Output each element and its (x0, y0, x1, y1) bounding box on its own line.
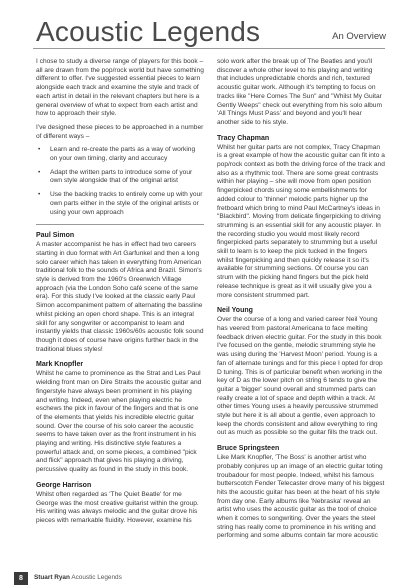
section-body-paul-simon: A master accompanist he has in effect had two careers starting in duo format with Art Garfunkel and then a long solo career which has taken in everything from American traditional folk to the sounds of Africa and Brazil. Simon's style is derived from the 1960's Greenwich Village approach (via the London Soho café scene of the same era). For this study I've looked at the classic early Paul Simon accompaniment pattern of alternating the bassline whilst picking an open chord shape. This is an integral skill for any songwriter or accompanist to learn and instantly yields that classic 1960s/60s acoustic folk sound though it does of course have origins further back in the traditional blues styles! (36, 241, 204, 353)
footer-credit (34, 574, 122, 581)
header-rule (33, 48, 385, 49)
section-body-tracy-chapman: Whilst her guitar parts are not complex, Tracy Chapman is a great example of how the acoustic guitar can fit into a pop/rock context as both the driving force of the track and also as a rhythmic tool. There are some great contrasts within her playing – she will move from open position fingerpicked chords using some embellishments for added colour to 'thinner' melodic parts higher up the fretboard which bring to mind Paul McCartney's ideas in "Blackbird". Moving from delicate fingerpicking to driving strumming is an essential skill for any acoustic player. In the recording studio you would most likely record fingerpicked parts separately to strumming but a useful skill to learn is to keep the pick tucked in the fingers whilst fingerpicking and then quickly release it so it's available for strumming sections. Of course you can strum with the picking hand fingers but the pick held release technique is great as it will usually give you a more consistent strummed part. (217, 143, 385, 299)
list-item: • Adapt the written parts to introduce some of your own style alongside that of the original artist (38, 168, 193, 185)
section-body-mark-knopfler: Whilst he came to prominence as the Strat and Les Paul wielding front man on Dire Straits the acoustic guitar and fingerstyle have always been prominent in his playing and writing. Indeed, even when playing electric he eschews the pick in favour of the fingers and that is one of the elements that yields his incredible electric guitar sound. Over the course of his solo career the acoustic seems to have taken over as the front instrument in his playing and writing. His distinctive style features a powerful attack and, on some pieces, a combined "pick and flick" approach that gives his playing a driving, percussive quality as found in the study in this book. (36, 370, 202, 474)
footer-book-title: Acoustic Legends (71, 574, 122, 581)
intro-paragraph: I chose to study a diverse range of players for this book – all are drawn from the pop/rock world but have something different to offer. I've suggested essential pieces to learn alongside each track and examine the style and track of each artist in detail in the relevant chapters but here is a general overview of what to expect from each artist and how to approach their style. (36, 58, 204, 118)
list-item: • Use the backing tracks to entirely come up with your own parts either in the style of the original artists or using your own approach (38, 191, 203, 216)
left-column (36, 58, 204, 531)
page-title: Acoustic Legends (36, 16, 261, 47)
bullet-icon: • (38, 191, 41, 199)
section-body-neil-young: Over the course of a long and varied career Neil Young has veered from pastoral Americana to face melting feedback driven electric guitar. For the study in this book I've focused on the gentle, melodic strumming style he was using during the 'Harvest Moon' period. Young is a fan of alternate tunings and for this piece I opted for drop D tuning. This is of particular benefit when working in the key of D as the lower pitch on string 6 tends to give the guitar a 'bigger' sound overall and strummed parts can really create a lot of space and depth within a track. At other times Young uses a heavily percussive strummed style but here it is all about a gentle, even approach to keep the chords consistent and allow everything to ring out as much as possible so the guitar fills the track out. (217, 316, 383, 437)
page-footer (0, 569, 416, 588)
section-heading-bruce-springsteen: Bruce Springsteen (217, 445, 280, 453)
section-heading-mark-knopfler: Mark Knopfler (36, 361, 84, 369)
section-heading-neil-young: Neil Young (217, 307, 253, 315)
list-item: • Learn and re-create the parts as a way of working on your own timing, clarity and accuracy (38, 146, 196, 163)
page-number: 8 (14, 572, 28, 585)
section-heading-tracy-chapman: Tracy Chapman (217, 134, 270, 142)
section-divider (36, 224, 204, 225)
section-heading-george-harrison: George Harrison (36, 481, 92, 489)
section-body-george-harrison: Whilst often regarded as 'The Quiet Beatle' for me George was the most creative guitarist within the group. His writing was always melodic and the guitar drove his pieces with remarkable fluidity. However, examine his (36, 490, 199, 524)
section-heading-paul-simon: Paul Simon (36, 232, 75, 240)
bullet-icon: • (38, 146, 41, 154)
continuation-paragraph: solo work after the break up of The Beatles and you'll discover a whole other level to his playing and writing that includes unpredictable chords and rich, textured acoustic guitar work. Although it's tempting to focus on tracks like "Here Comes The Sun" and "Whilst My Guitar Gently Weeps" check out everything from his solo album 'All Things Must Pass' and beyond and you'll hear another side to his style. (217, 58, 382, 126)
approach-lead: I've designed these pieces to be approached in a number of different ways – (36, 123, 204, 140)
right-column (217, 58, 385, 546)
section-body-bruce-springsteen: Like Mark Knopfler, 'The Boss' is another artist who probably conjures up an image of an electric guitar toting troubadour for most people. Indeed, whilst his famous butterscotch Fender Telecaster drove many of his biggest hits the acoustic guitar has been at the heart of his style from day one. Early albums like 'Nebraska' reveal an artist who uses the acoustic guitar as the tool of choice when it comes to songwriting. Over the years the steel string has really come to prominence in his writing and performing and some albums contain far more acoustic (217, 454, 385, 540)
page-subtitle: An Overview (332, 31, 386, 42)
bullet-icon: • (38, 168, 41, 176)
footer-author: Stuart Ryan (34, 574, 70, 581)
approach-list (36, 146, 204, 217)
